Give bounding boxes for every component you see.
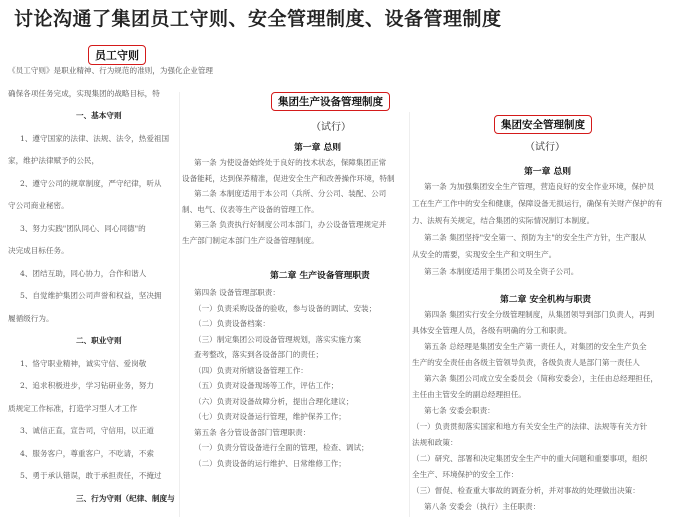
text-line: 法规和政策： <box>412 438 458 447</box>
text-line: 生产的安全责任由各级主管领导负责，各级负责人是部门第一责任人 <box>412 358 640 367</box>
employee-rules-title: 员工守则 <box>88 45 146 65</box>
text-line: （三）制定集团公司设备管理规划，落实实施方案 <box>194 334 362 344</box>
text-line: 决完成目标任务。 <box>8 246 69 255</box>
text-line: 4、团结互助，同心协力，合作和谐人 <box>20 268 147 278</box>
text-line: （一）负责采购设备的验收，参与设备的调试、安装； <box>194 303 377 313</box>
safety-chapter-1: 第一章 总则 <box>524 167 572 177</box>
equipment-chapter-2: 第二章 生产设备管理职责 <box>270 271 370 281</box>
text-line: （七）负责对设备运行管理，维护保养工作； <box>194 412 346 421</box>
text-line: 2、追求积极进步，学习钻研业务，努力 <box>20 381 154 390</box>
text-line: 具体安全管理人员，各级有明确的分工和职责。 <box>412 326 572 335</box>
text-line: 4、服务客户，尊重客户，不吃请，不索 <box>20 448 154 458</box>
safety-chapter-2: 第二章 安全机构与职责 <box>500 295 592 305</box>
text-line: 家，维护法律赋予的公民， <box>8 156 100 165</box>
text-line: 设备能耗，达到保养精准，促进安全生产和改善操作环境，特制 <box>182 173 395 183</box>
text-line: （二）负责设备档案： <box>194 319 270 328</box>
document-safety-rules <box>410 112 700 517</box>
text-line: 履循级行为。 <box>8 313 54 323</box>
text-line: （二）研究、部署和决定集团安全生产中的重大问题和重要事项，组织 <box>412 454 648 463</box>
text-line: 查考整改，落实到各设备部门的责任； <box>194 350 324 359</box>
text-line: 第三条 本制度适用于集团公司及全资子公司。 <box>424 267 579 276</box>
document-equipment-rules <box>180 92 412 517</box>
text-line: 第七条 安委会职责： <box>424 406 495 415</box>
text-line: 第五条 总经理是集团安全生产第一责任人，对集团的安全生产负全 <box>424 342 647 351</box>
text-line: 3、努力实践"团队同心、同心同德"的 <box>20 223 146 233</box>
text-line: 第六条 集团公司成立安全委员会（简称安委会），主任由总经理担任， <box>424 374 659 383</box>
text-line: 1、恪守职业精神，诚实守信、爱岗敬 <box>20 358 147 368</box>
equipment-rules-title: 集团生产设备管理制度 <box>271 92 390 111</box>
text-line: 三、行为守则（纪律、制度与 <box>76 493 175 503</box>
text-line: 第三条 负责执行好制度公司本部门，办公设备管理规定并 <box>194 220 387 229</box>
text-line: 第四条 集团实行安全分级管理制度，从集团领导到部门负责人，再到 <box>424 310 655 319</box>
text-line: （一）负责分管设备进行全面的管理，检查、调试； <box>194 443 369 452</box>
text-line: 守公司商业秘密。 <box>8 201 69 210</box>
text-line: 1、遵守国家的法律、法规、法令，热爱祖国 <box>20 133 170 143</box>
text-line: 第一条 为加强集团安全生产管理，营造良好的安全作业环境，保护员 <box>424 182 655 191</box>
text-line: （五）负责对设备现场等工作，评估工作； <box>194 381 339 390</box>
text-line: 生产部门制定本部门生产设备管理制度。 <box>182 235 319 245</box>
text-line: （六）负责对设备故障分析，提出合理化建议； <box>194 396 354 406</box>
text-line: 5、勇于承认错误，敢于承担责任，不掩过 <box>20 471 162 480</box>
text-line: 第二条 本制度适用于本公司（兵所、分公司、装配、公司 <box>194 189 387 198</box>
text-line: （三）督促、检查重大事故的调查分析，并对事故的处理做出决策： <box>412 486 640 495</box>
text-line: 质规定工作标准，打造学习型人才工作 <box>8 403 138 413</box>
equipment-chapter-1: 第一章 总则 <box>294 143 342 153</box>
text-line: 第五条 各分管设备部门管理职责： <box>194 427 311 437</box>
text-line: 第四条 设备管理部职责： <box>194 288 280 297</box>
text-line: （一）负责贯彻落实国家和地方有关安全生产的法律、法规等有关方针 <box>412 422 648 431</box>
safety-rules-subtitle: （试行） <box>525 142 565 153</box>
text-line: 全生产、环境保护的安全工作： <box>412 470 519 479</box>
text-line: 制、电气、仪表等生产设备的管理工作。 <box>182 204 319 214</box>
text-line: 工在生产工作中的安全和健康，保障设备无损运行，确保有关财产保护的有 <box>412 199 663 208</box>
text-line: 3、诚信正直，宣告司，守信用，以正道 <box>20 426 154 435</box>
text-line: 从安全的需要，实现安全生产和文明生产。 <box>412 250 557 259</box>
page-title: 讨论沟通了集团员工守则、安全管理制度、设备管理制度 <box>14 8 502 30</box>
text-line: 二、职业守则 <box>76 336 122 345</box>
text-line: 5、自觉维护集团公司声誉和权益，坚决拥 <box>20 291 162 300</box>
text-line: 第八条 安委会（执行）主任职责： <box>424 502 541 511</box>
text-line: 2、遵守公司的规章制度，严守纪律，听从 <box>20 178 162 188</box>
text-line: 《员工守则》是职业精神、行为规范的准则，为强化企业管理 <box>8 66 214 75</box>
text-line: （四）负责对所辖设备管理工作： <box>194 365 308 375</box>
safety-rules-title: 集团安全管理制度 <box>494 115 592 134</box>
text-line: 第二条 集团坚持"安全第一、预防为主"的安全生产方针，生产服从 <box>424 233 647 242</box>
text-line: 主任由主管安全的副总经理担任。 <box>412 390 526 399</box>
text-line: 确保各项任务完成，实现集团的战略目标，特 <box>8 88 160 98</box>
equipment-rules-subtitle: （试行） <box>311 122 351 133</box>
text-line: 第一条 为使设备始终处于良好的技术状态，保障集团正常 <box>194 158 387 167</box>
text-line: 力、法规有关规定，结合集团的实际情况制订本制度。 <box>412 216 595 225</box>
text-line: 一、基本守则 <box>76 111 122 120</box>
text-line: （二）负责设备的运行维护、日常维修工作； <box>194 458 346 468</box>
